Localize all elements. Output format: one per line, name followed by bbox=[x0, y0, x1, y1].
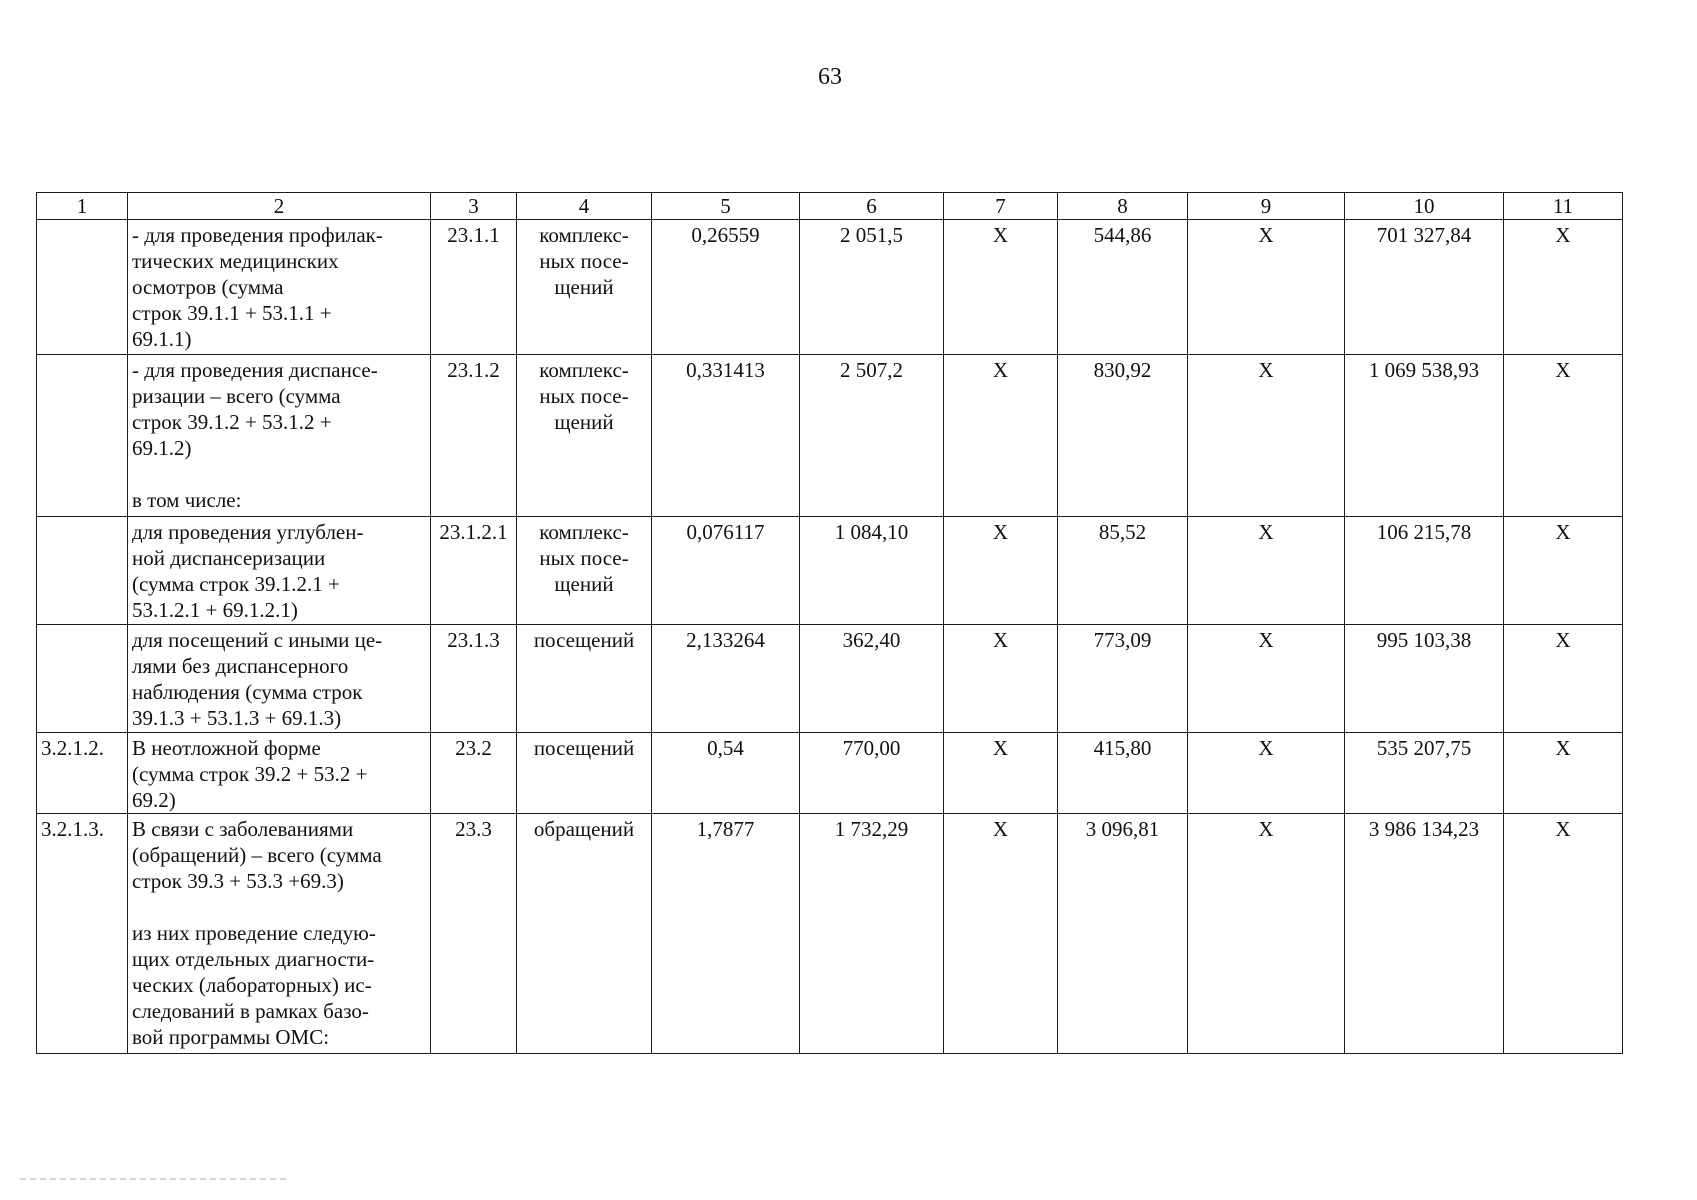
cell-col-9: X bbox=[1188, 814, 1345, 1054]
cell-unit: посещений bbox=[517, 733, 652, 814]
cell-col-5: 2,133264 bbox=[652, 625, 800, 733]
scan-artifact bbox=[20, 1178, 290, 1180]
cell-col-9: X bbox=[1188, 355, 1345, 517]
cell-unit: комплекс- ных посе- щений bbox=[517, 355, 652, 517]
cell-name: В неотложной форме (сумма строк 39.2 + 53.2 + 69.2) bbox=[128, 733, 431, 814]
header-col-5: 5 bbox=[652, 193, 800, 220]
cell-col-8: 415,80 bbox=[1058, 733, 1188, 814]
cell-line-code: 23.2 bbox=[431, 733, 517, 814]
cell-col-10: 3 986 134,23 bbox=[1345, 814, 1504, 1054]
cell-name: - для проведения профилак- тических медицинских осмотров (сумма строк 39.1.1 + 53.1.1 + 69.1.1) bbox=[128, 220, 431, 355]
cell-name: для проведения углублен- ной диспансеризации (сумма строк 39.1.2.1 + 53.1.2.1 + 69.1.2.1) bbox=[128, 517, 431, 625]
cell-col-7: X bbox=[944, 733, 1058, 814]
cell-col-6: 2 507,2 bbox=[800, 355, 944, 517]
header-col-9: 9 bbox=[1188, 193, 1345, 220]
cell-col-9: X bbox=[1188, 625, 1345, 733]
cell-name: В связи с заболеваниями (обращений) – всего (сумма строк 39.3 + 53.3 +69.3) из них проведение следую- щих отдельных диагности- ческих (лабораторных) ис- следований в рамках базо- вой программы ОМС: bbox=[128, 814, 431, 1054]
cell-col-6: 1 732,29 bbox=[800, 814, 944, 1054]
cell-col-6: 1 084,10 bbox=[800, 517, 944, 625]
table-row bbox=[37, 733, 1623, 814]
cell-unit: комплекс- ных посе- щений bbox=[517, 220, 652, 355]
page-number: 63 bbox=[818, 64, 842, 90]
cell-number bbox=[37, 517, 128, 625]
table-body bbox=[37, 220, 1623, 1054]
cell-col-10: 701 327,84 bbox=[1345, 220, 1504, 355]
cell-col-11: X bbox=[1504, 733, 1623, 814]
cell-col-5: 0,26559 bbox=[652, 220, 800, 355]
header-col-1: 1 bbox=[37, 193, 128, 220]
header-col-2: 2 bbox=[128, 193, 431, 220]
header-col-4: 4 bbox=[517, 193, 652, 220]
table-row bbox=[37, 355, 1623, 517]
header-col-10: 10 bbox=[1345, 193, 1504, 220]
cell-col-8: 3 096,81 bbox=[1058, 814, 1188, 1054]
cell-unit: комплекс- ных посе- щений bbox=[517, 517, 652, 625]
cell-col-7: X bbox=[944, 517, 1058, 625]
cell-col-7: X bbox=[944, 355, 1058, 517]
cell-name: - для проведения диспансе- ризации – всего (сумма строк 39.1.2 + 53.1.2 + 69.1.2) в том числе: bbox=[128, 355, 431, 517]
header-col-11: 11 bbox=[1504, 193, 1623, 220]
cell-col-8: 830,92 bbox=[1058, 355, 1188, 517]
cell-unit: обращений bbox=[517, 814, 652, 1054]
cell-col-11: X bbox=[1504, 355, 1623, 517]
cell-col-5: 0,076117 bbox=[652, 517, 800, 625]
header-row bbox=[37, 193, 1623, 220]
cell-line-code: 23.3 bbox=[431, 814, 517, 1054]
cell-col-9: X bbox=[1188, 220, 1345, 355]
table-header bbox=[37, 193, 1623, 220]
cell-col-7: X bbox=[944, 814, 1058, 1054]
cell-number bbox=[37, 355, 128, 517]
cell-line-code: 23.1.3 bbox=[431, 625, 517, 733]
cell-col-8: 85,52 bbox=[1058, 517, 1188, 625]
header-col-3: 3 bbox=[431, 193, 517, 220]
header-col-6: 6 bbox=[800, 193, 944, 220]
cell-col-11: X bbox=[1504, 517, 1623, 625]
cell-number: 3.2.1.3. bbox=[37, 814, 128, 1054]
cell-number bbox=[37, 220, 128, 355]
cell-col-11: X bbox=[1504, 625, 1623, 733]
tariff-table bbox=[36, 192, 1623, 1054]
cell-col-7: X bbox=[944, 220, 1058, 355]
table-row bbox=[37, 220, 1623, 355]
cell-line-code: 23.1.2 bbox=[431, 355, 517, 517]
cell-col-9: X bbox=[1188, 733, 1345, 814]
header-col-8: 8 bbox=[1058, 193, 1188, 220]
table-row bbox=[37, 814, 1623, 1054]
cell-col-8: 544,86 bbox=[1058, 220, 1188, 355]
header-col-7: 7 bbox=[944, 193, 1058, 220]
table-row bbox=[37, 625, 1623, 733]
cell-col-7: X bbox=[944, 625, 1058, 733]
cell-col-10: 1 069 538,93 bbox=[1345, 355, 1504, 517]
cell-line-code: 23.1.1 bbox=[431, 220, 517, 355]
cell-col-10: 535 207,75 bbox=[1345, 733, 1504, 814]
cell-number bbox=[37, 625, 128, 733]
cell-col-6: 770,00 bbox=[800, 733, 944, 814]
cell-col-6: 2 051,5 bbox=[800, 220, 944, 355]
cell-col-10: 995 103,38 bbox=[1345, 625, 1504, 733]
cell-col-11: X bbox=[1504, 814, 1623, 1054]
cell-col-9: X bbox=[1188, 517, 1345, 625]
cell-col-11: X bbox=[1504, 220, 1623, 355]
cell-col-5: 1,7877 bbox=[652, 814, 800, 1054]
cell-name: для посещений с иными це- лями без диспансерного наблюдения (сумма строк 39.1.3 + 53.1.3 + 69.1.3) bbox=[128, 625, 431, 733]
cell-col-10: 106 215,78 bbox=[1345, 517, 1504, 625]
cell-col-6: 362,40 bbox=[800, 625, 944, 733]
cell-number: 3.2.1.2. bbox=[37, 733, 128, 814]
cell-col-5: 0,54 bbox=[652, 733, 800, 814]
table-row bbox=[37, 517, 1623, 625]
cell-col-5: 0,331413 bbox=[652, 355, 800, 517]
cell-line-code: 23.1.2.1 bbox=[431, 517, 517, 625]
cell-unit: посещений bbox=[517, 625, 652, 733]
cell-col-8: 773,09 bbox=[1058, 625, 1188, 733]
